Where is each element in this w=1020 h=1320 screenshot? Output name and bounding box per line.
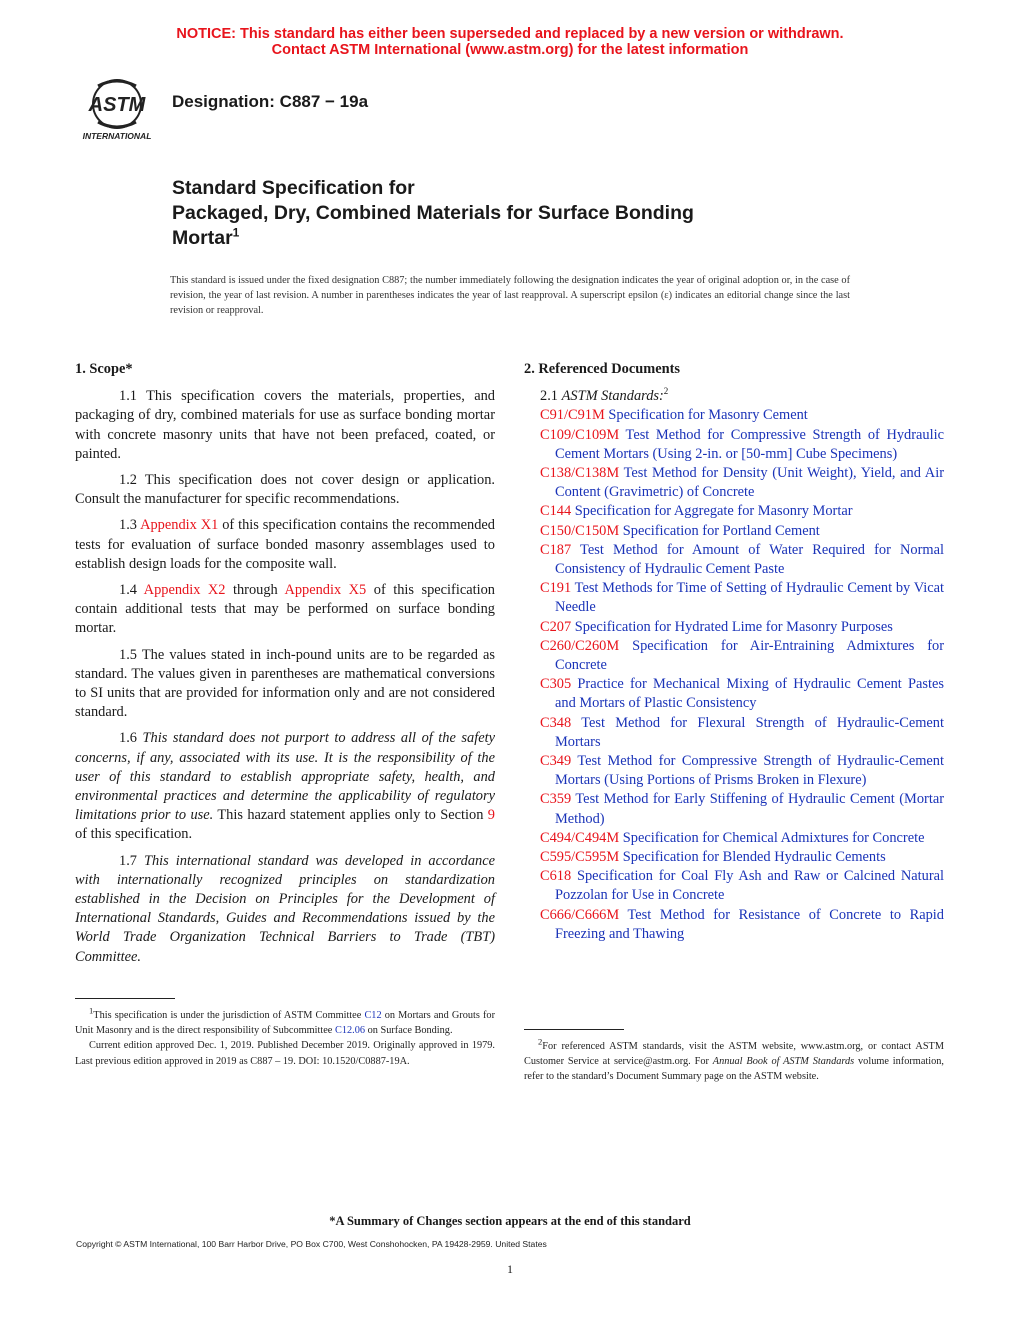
reference-code-link[interactable]: C666/C666M xyxy=(540,906,620,923)
designation: Designation: C887 − 19a xyxy=(172,92,369,111)
reference-code-link[interactable]: C348 xyxy=(540,714,572,731)
footnote-1-edition: Current edition approved Dec. 1, 2019. Published December 2019. Originally approved in 1979. Last previous edition approved in 2019 as C887 – 19. DOI: 10.1520/C0887-19A. xyxy=(75,1040,495,1067)
reference-item xyxy=(540,848,944,867)
reference-title-link[interactable]: Specification for Blended Hydraulic Cements xyxy=(619,849,886,866)
title-line-2: Packaged, Dry, Combined Materials for Surface Bonding xyxy=(172,202,694,224)
reference-title-link[interactable]: Practice for Mechanical Mixing of Hydraulic Cement Pastes and Mortars of Plastic Consistency xyxy=(555,676,944,712)
reference-code-link[interactable]: C187 xyxy=(540,541,572,558)
reference-title-link[interactable]: Test Method for Compressive Strength of Hydraulic Cement Mortars (Using 2-in. or [50-mm] Cube Specimens) xyxy=(555,426,944,462)
para-1-4: 1.4 Appendix X2 through Appendix X5 of this specification contain additional tests that may be performed on surface bonding mortar. xyxy=(75,582,495,637)
reference-title-link[interactable]: Test Method for Amount of Water Required for Normal Consistency of Hydraulic Cement Paste xyxy=(555,541,944,578)
link-appendix-x5[interactable]: Appendix X5 xyxy=(284,582,367,599)
title-line-3: Mortar$^1$ xyxy=(172,225,240,249)
reference-code-link[interactable]: C109/C109M xyxy=(540,426,620,443)
reference-item xyxy=(540,867,944,905)
reference-title-link[interactable]: Specification for Portland Cement xyxy=(619,522,820,539)
reference-title-link[interactable]: Test Methods for Time of Setting of Hydraulic Cement by Vicat Needle xyxy=(555,580,944,616)
reference-code-link[interactable]: C494/C494M xyxy=(540,829,620,846)
para-1-3: 1.3 Appendix X1 of this specification contains the recommended tests for evaluation of surface bonded masonry assemblages used to establish design loads for the composite wall. xyxy=(75,517,495,572)
reference-code-link[interactable]: C618 xyxy=(540,868,572,885)
para-1-5: 1.5 The values stated in inch-pound units are to be regarded as standard. The values given in parentheses are mathematical conversions to SI units that are provided for information only and are not considered standard. xyxy=(75,646,495,721)
para-1-7: 1.7 This international standard was developed in accordance with internationally recognized principles on standardization established in the Decision on Principles for the Development of International Standards, Guides and Recommendations issued by the World Trade Organization Technical Barriers to Trade (TBT) Committee. xyxy=(75,852,495,965)
logo-subtext: INTERNATIONAL xyxy=(82,131,152,141)
scope-heading: 1. Scope* xyxy=(75,361,133,377)
summary-note: *A Summary of Changes section appears at the end of this standard xyxy=(329,1214,691,1228)
link-appendix-x1[interactable]: Appendix X1 xyxy=(140,517,219,534)
reference-code-link[interactable]: C150/C150M xyxy=(540,522,620,539)
reference-code-link[interactable]: C91/C91M xyxy=(540,407,605,424)
notice-line-2: Contact ASTM International (www.astm.org) for the latest information xyxy=(271,41,749,58)
referenced-heading: 2. Referenced Documents xyxy=(524,361,680,377)
document-title xyxy=(172,176,872,251)
reference-title-link[interactable]: Specification for Aggregate for Masonry Mortar xyxy=(571,503,853,520)
reference-code-link[interactable]: C595/C595M xyxy=(540,849,620,866)
footnote-2: $^2$For referenced ASTM standards, visit the ASTM website, www.astm.org, or contact ASTM Customer Service at service@astm.org. For Annual Book of ASTM Standards volume information, refer to the standard’s Document Summary page on the ASTM website. xyxy=(524,1036,944,1083)
reference-code-link[interactable]: C144 xyxy=(540,503,572,520)
para-1-6: 1.6 This standard does not purport to address all of the safety concerns, if any, associated with its use. It is the responsibility of the user of this standard to establish appropriate safety, health, and environmental practices and determine the applicability of regulatory limitations prior to use. This hazard statement applies only to Section 9 of this specification. xyxy=(75,730,495,843)
reference-code-link[interactable]: C349 xyxy=(540,753,572,770)
astm-standards-label: 2.1 ASTM Standards:$^2$ xyxy=(540,386,669,405)
reference-title-link[interactable]: Test Method for Density (Unit Weight), Yield, and Air Content (Gravimetric) of Concrete xyxy=(555,465,944,501)
reference-item xyxy=(540,637,944,675)
reference-title-link[interactable]: Test Method for Early Stiffening of Hydraulic Cement (Mortar Method) xyxy=(555,791,944,827)
link-subcommittee-c12-06[interactable]: C12.06 xyxy=(334,1025,366,1037)
reference-item xyxy=(540,906,944,944)
reference-item xyxy=(540,618,944,637)
reference-title-link[interactable]: Test Method for Compressive Strength of Hydraulic-Cement Mortars (Using Portions of Prisms Broken in Flexure) xyxy=(555,753,944,789)
footnote-divider-right xyxy=(524,1029,624,1030)
reference-item xyxy=(540,714,944,752)
reference-title-link[interactable]: Test Method for Flexural Strength of Hydraulic-Cement Mortars xyxy=(555,714,944,750)
reference-code-link[interactable]: C305 xyxy=(540,676,572,693)
reference-title-link[interactable]: Specification for Hydrated Lime for Masonry Purposes xyxy=(571,618,893,635)
link-committee-c12[interactable]: C12 xyxy=(364,1010,382,1021)
reference-item xyxy=(540,502,944,521)
link-appendix-x2[interactable]: Appendix X2 xyxy=(143,582,226,599)
reference-title-link[interactable]: Specification for Air-Entraining Admixtures for Concrete xyxy=(555,637,944,674)
reference-item xyxy=(540,541,944,579)
supersede-notice xyxy=(0,27,1020,58)
astm-standards-list xyxy=(540,387,944,944)
reference-item xyxy=(540,752,944,790)
reference-item xyxy=(540,522,944,541)
reference-item xyxy=(540,675,944,713)
reference-title-link[interactable]: Specification for Masonry Cement xyxy=(604,407,808,424)
reference-code-link[interactable]: C260/C260M xyxy=(540,637,620,654)
reference-item xyxy=(540,579,944,617)
notice-line-1: NOTICE: This standard has either been superseded and replaced by a new version or withdrawn. xyxy=(176,26,844,42)
reference-item xyxy=(540,426,944,464)
reference-title-link[interactable]: Test Method for Resistance of Concrete to Rapid Freezing and Thawing xyxy=(555,906,944,942)
reference-item xyxy=(540,790,944,828)
reference-item xyxy=(540,406,944,425)
link-section-9[interactable]: 9 xyxy=(487,807,495,824)
title-footnote-mark: 1 xyxy=(232,225,240,240)
logo-mark: ASTM xyxy=(88,94,146,116)
referenced-documents-column xyxy=(524,360,944,944)
reference-item xyxy=(540,829,944,848)
reference-code-link[interactable]: C138/C138M xyxy=(540,465,620,482)
astm-logo-icon xyxy=(76,76,158,142)
scope-column xyxy=(75,360,495,974)
issued-note: This standard is issued under the fixed designation C887; the number immediately following the designation indicates the year of original adoption or, in the case of revision, the year of last revision. A number in parentheses indicates the year of last reapproval. A superscript epsilon (ε) indicates an editorial change since the last revision or reapproval. xyxy=(170,275,850,316)
para-1-2: 1.2 This specification does not cover design or application. Consult the manufacturer for specific recommendations. xyxy=(75,472,495,508)
reference-title-link[interactable]: Specification for Chemical Admixtures for Concrete xyxy=(619,829,925,846)
copyright: Copyright © ASTM International, 100 Barr Harbor Drive, PO Box C700, West Conshohocken, PA 19428-2959. United States xyxy=(76,1239,547,1249)
page-number: 1 xyxy=(507,1262,513,1276)
reference-code-link[interactable]: C207 xyxy=(540,618,572,635)
reference-code-link[interactable]: C191 xyxy=(540,580,572,597)
reference-code-link[interactable]: C359 xyxy=(540,791,572,808)
footnote-divider-left xyxy=(75,998,175,999)
reference-item xyxy=(540,464,944,502)
reference-title-link[interactable]: Specification for Coal Fly Ash and Raw or Calcined Natural Pozzolan for Use in Concrete xyxy=(555,868,944,904)
footnote-1: $^1$This specification is under the jurisdiction of ASTM Committee C12 on Mortars and Grouts for Unit Masonry and is the direct responsibility of Subcommittee C12.06 on Surface Bonding. Current edition approved Dec. 1, 2019. Published December 2019. Originally approved in 1979. Last previous edition approved in 2019 as C887 – 19. DOI: 10.1520/C0887-19A. xyxy=(75,1008,495,1069)
para-1-1: 1.1 This specification covers the materials, properties, and packaging of dry, combined materials for use as surface bonding mortar with concrete masonry units that have not been prefaced, coated, or painted. xyxy=(75,388,495,462)
title-line-1: Standard Specification for xyxy=(172,177,415,199)
